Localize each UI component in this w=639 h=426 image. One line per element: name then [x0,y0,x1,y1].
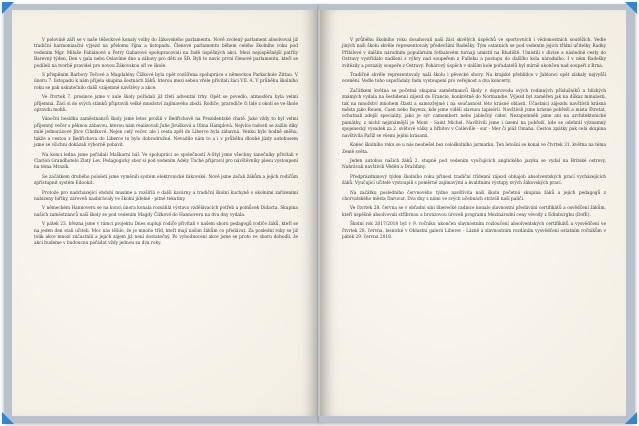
left-paragraph: Protože pro nadcházející období musíme a rozšířili o další kavárny a tradiční školní kuchyně s okolními zařízeními nabízeny biřtky, zároveň nasbírávaly ve školní jídelně - pitné tekutiny. [34,190,298,202]
left-paragraph: V německém Hannoveru se na konci února konala rozsáhlá výstava vzdělávacích potřeb a pomůcek Didacta. Skupina našich zaměstnanců naší školy se pod vedením Magdy Čížkové do Hannoveru na dva dny vydala. [34,206,298,218]
left-paragraph: S přispěním Barbory Tečové a Magdalény Čížkové byla opět rozšířena spolupráce s německou Parkschule Zittau. V únoru 7. listopadu k nám přijela skupina šestnácti žáků, kterou mezi sebou vřele přivítali žáci VII. A. V průběhu školního roku se pak uskutečnilo další vzájemné návštěvy a akce. [34,73,298,91]
right-paragraph: Ve čtvrtek 28. června se v obřadní síni liberecké radnice konalo slavnostní předávání certifikátů a osvědčení žákům, kteří úspěšně absolvovali stříbrnou a bronzovou úroveň programu Mezinárodní ceny vévody z Edinburghu (DofE). [342,206,606,218]
right-paragraph: Začátkem května se početná skupina zaměstnanců školy v doprovodu svých rodinných příslušníků a blízkých známých vydala na šestidenní zájezd do Francie, konkrétně do Normandie. Výjezd byl zaměřen jak na důkaz minulosti, tak na množství mnohem šťastí a samozřejmě i na současnost této krásné oblasti. Účastníci zájezdu navštívili krásná města jako Rouen, Caen nebo Bayeux, kde jsme viděli slavnou tapisérii. Navštívili jsme krásné pobřeží a místa Étretat, ochutnali zdejší speciality, jako je sýr camembert nebo jablečný cider. Nezapomněli jsme ani na architektonické památky, z nichž nejznámější je Mont - Saint Michel. Navštívili jsme i území na pobřeží, kde se odehrál významný spojenecký výsadek za 2. světové války a hřbitov v Colleville - sur - Mer či pláž Omaha. Cestou zpátky pak celá skupina navštívila Paříž se všemi jejími krásami. [342,88,606,139]
left-paragraph: Vánoční besídku zaměstnanců školy jsme letos prožili v Bedřichově na Prezidentské chatě. Jako vždy to byl velmi příjemný večer s pěknou zábavou, kterou nám realizovali Julie Jirušková a Olina Hamplová. Nejvíce radosti se zažilo díky milé jednorázové Jitce Cihelkové. Nejen celý večer, ale i cesta zpět do Liberce byla zábavná. Venku bylo hodně sněhu, takže a cestou z Bedřichova do Liberce to bylo dobrodružné. Nevadilo nám to a i v průběhu dlouhé jízdy autobusem jsme se všichni dokázali výborně pobavit. [34,117,298,149]
right-paragraph: Předprázdninový týden školního roku přinesl tradiční třídenní zájezd obhajob absolventských prací vycházejících žáků. Vyučující učitelé vystoupili s poměrně zajímavými a kvalitními výstupy svých žákovských prací. [342,174,606,187]
right-paragraph: Konec školního roku se u nás neobešel bez celoškolního jarmarku. Ten letošní se konal ve čtvrtek 31. května na téma Země světa. [342,143,606,155]
left-paragraph: V pátek 23. března jsme v rámci projektu Dnes suplují rodiče přivítali v našem sboru pedagogů rodiče žáků, kteří se na jeden den stali učiteli. Moc nás těšilo, že je mnoho tříd, kteří mají našim žákům co předávat. Za poslední roky se již tolik akce mnozí zúčastnili a jejich zájem již není dostatečný. Po vyhodnocení akce jsme se proto ve sboru dohodli, že akci budeme v budoucnu pořádat vždy jednou za dva roky. [34,222,298,247]
right-paragraph: Školní rok 2017/2018 byl v 9. ročníku ukončen slavnostním rozloučení absolventských certifikátů a vysvědčení ve čtvrtek 28. června, lesnické v Oblastní galerii Liberec - Lázně a slavnostním rozdáním vysvědčení ostatním ročníkům v pátek 29. června 2018. [342,222,606,240]
right-page[interactable] [320,10,626,416]
left-page[interactable] [12,10,318,416]
left-paragraph: Se začátkem druhého pololetí jsme vyměnili systém elektronické žákovské. Nově jsme začali žákům a jejich rodičům zpřístupnit systém Edookit. [34,174,298,187]
right-paragraph: Tradičně skvěle reprezentovaly naši školu i pěvecké sbory. Na krajské přehlídce v Jablonci opět získaly nejvyšší ocenění. Vedle toho uspořádaly řadu vystoupení pro veřejnost a dva koncerty. [342,73,606,85]
left-paragraph: V polovině září se v naše těšeckové konaly volby do žákovského parlamentu. Nově zvolený parlament absolvoval již tradiční harmonizační výjezd na přelomu října a listopadu. Členové parlamentu během celého školního roku pod vedením Mgr. Miluše Fabíánové a Petry Gabarové spolupracovali na řadě úspěšných akcí. Mezi nejúspěšnější patřily Barevný týden, Den v gala nebo Oslavíme dne a zábavy pro děti ze ŠD. Byli to navíc první členové parlamentu, kteří se podíleli na tvorbě pravidel pro novou Žákovskou síť ve škole. [34,38,298,69]
right-paragraph: Jeden autobus našich žáků 2. stupně pod vedením vyučujících anglického jazyka se vydal na Britské ostrovy. Nahrávali navštívili Věděn a Dražďany. [342,158,606,171]
right-paragraph: Na začátku posledního červnového týdne navštívila naši školu početná skupina žáků a jejich pedagogů z chorvatského města Daruvar. Dva dny s námi ve svých učebnách strávili naší paličí. [342,190,606,202]
left-paragraph: Na konci ledna jsme pořádali Maškarní bál. Ve spolupráci se společností A-Styl jsme všechny tanečníky přivítali v Clarion Grandhotelu Zlatý Lev. Pedagogický sbor si pod vedením Adély Tuché připravil pro návštěvníky plesu vystoupení na téma Mrazík. [34,152,298,171]
right-paragraph: V průběhu školního roku dosahovali naši žáci skvělých úspěchů ve sportovních i vědomostních soutěžích. Vedle jiných naši školu skvěle reprezentovaly předevšími Radešky. Tým ostatních se pod vedením jejich třídní učitelky Radky Příbilové v dalším národním populárním fotbalovém turnaji umístil na Bludiště. Umístili v divize a následně cesty do Ostravy vystřídalo nadšení z výhry nad soupeřem z Fulleku a postupu do dalšího kola národního. I v něm Radešky zvítězily a porazily soupeře z Ostravy. Pohárový úspěch v dalším kole pořadatelů byl mírně ukončen nad soupeři z Brna. [342,38,606,69]
left-paragraph: Ve čtvrtek 7. prosince jsme v aule školy pořádali již třetí adventní trhy. Opět se povedlo, atmosféra byla velmi příjemná. Žáci si do svých stánků připravili velké množství zajímavého zboží. Rodiče, prarodiče či lidé z okolí se ve škole opravdu mohli. [34,95,298,114]
